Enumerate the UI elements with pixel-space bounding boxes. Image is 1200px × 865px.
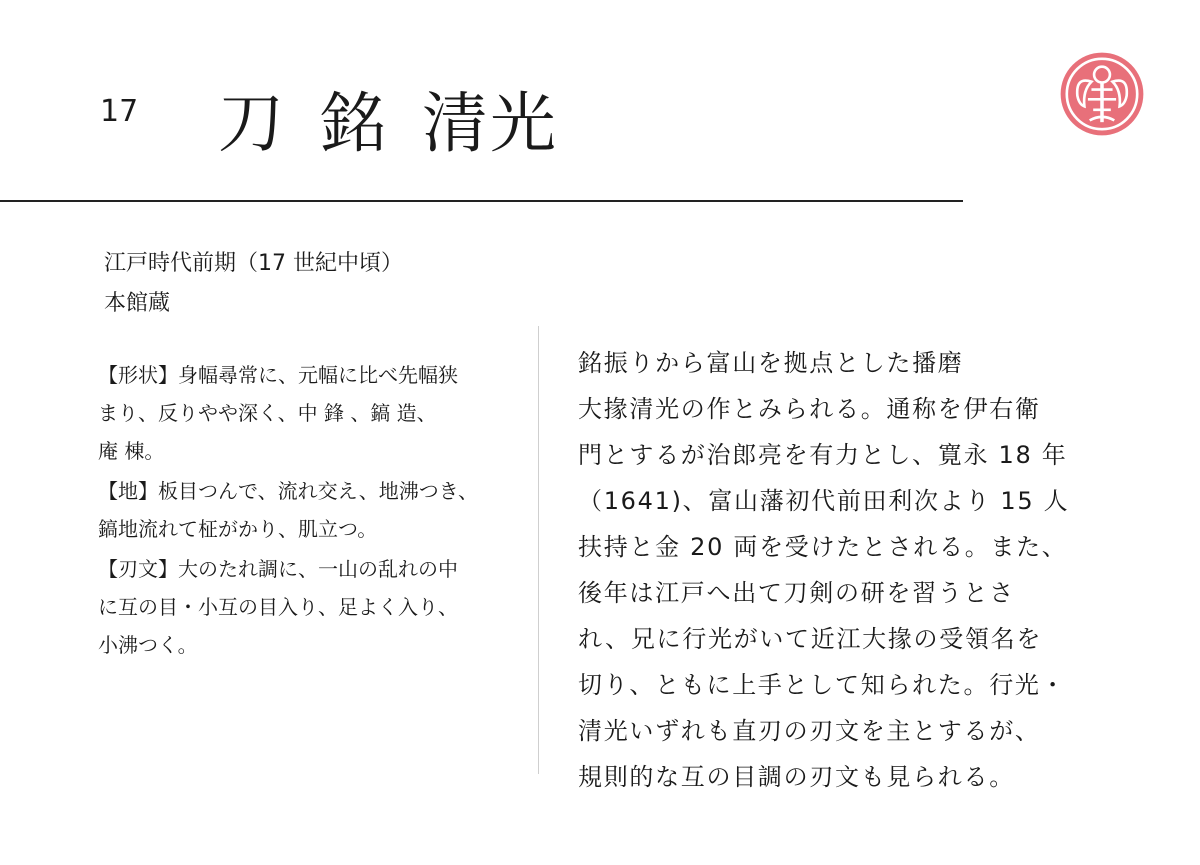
column-divider [538,326,539,774]
commentary-column [578,340,1098,800]
page-title [218,70,558,165]
title-word-mei: 銘 [320,85,388,162]
title-word-katana: 刀 [218,85,286,162]
hamon-description: 【刃文】大のたれ調に、一山の乱れの中 に互の目・小互の目入り、足よく入り、 小沸つく。 [98,557,458,657]
shape-description: 【形状】身幅尋常に、元幅に比べ先幅狭 まり、反りやや深く、中 鋒 、鎬 造、 庵 棟。 [98,363,458,463]
period-text: 江戸時代前期（17 世紀中頃） [104,251,403,276]
ground-description: 【地】板目つんで、流れ交え、地沸つき、 鎬地流れて柾がかり、肌立つ。 [98,479,478,541]
owner-text: 本館蔵 [104,291,171,316]
commentary-text: 銘振りから富山を拠点とした播磨 大掾清光の作とみられる。通称を伊右衛 門とするが治郎亮を有力とし、寛永 18 年 （1641)、富山藩初代前田利次より 15 人 扶持と金 20 両を受けたとされる。また、 後年は江戸へ出て刀剣の研を習うとさ れ、兄に行光がいて近江大掾の受領名を 切り、ともに上手として知られた。行光・ 清光いずれも直刃の刃文を主とするが、 規則的な互の目調の刃文も見られる。 [578,349,1070,791]
title-rule [0,200,963,202]
seal-icon [1058,50,1146,138]
title-word-kiyomitsu: 清光 [422,85,558,162]
item-number: 17 [100,94,139,129]
description-column [98,356,508,666]
